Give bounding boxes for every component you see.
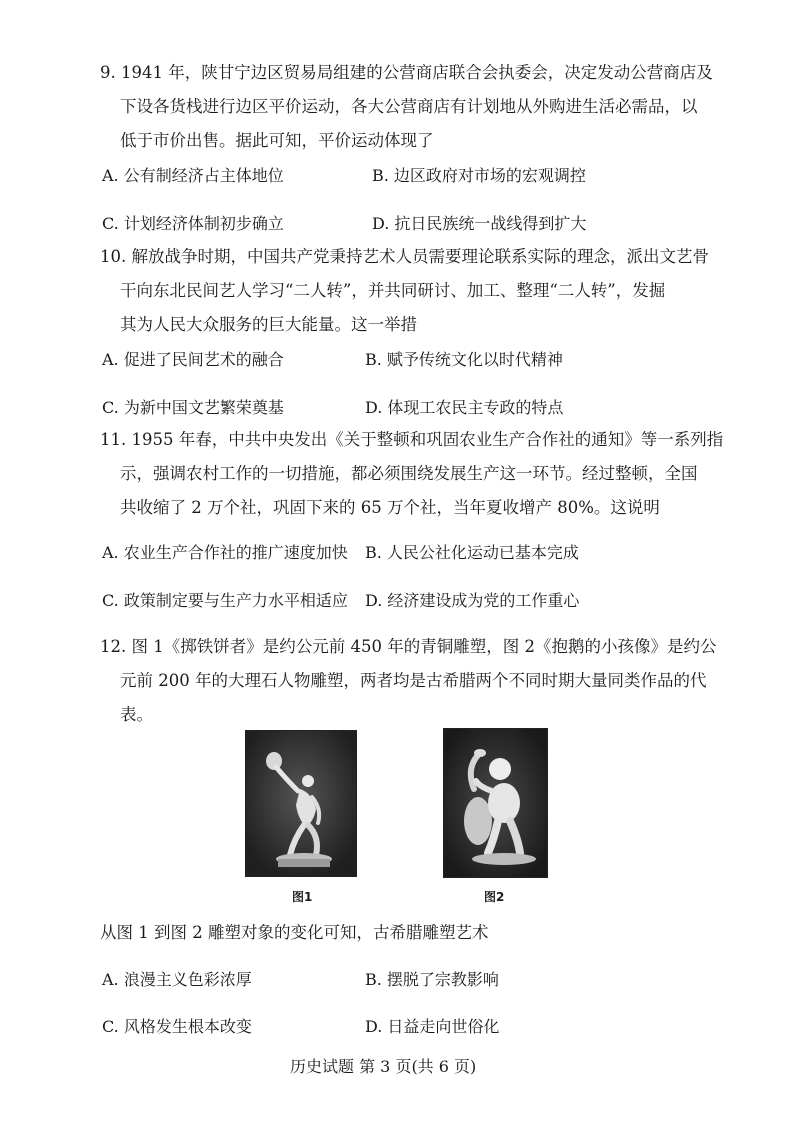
q9-stem-line-2: 下设各货栈进行边区平价运动，各大公营商店有计划地从外购进生活必需品，以 <box>120 97 698 116</box>
q12-stem-line-2: 元前 200 年的大理石人物雕塑，两者均是古希腊两个不同时期大量同类作品的代 <box>120 671 707 690</box>
q12-option-c: C. 风格发生根本改变 <box>102 1017 252 1036</box>
q11-stem-line-1: 11. 1955 年春，中共中央发出《关于整顿和巩固农业生产合作社的通知》等一系列指 <box>100 430 724 449</box>
q10-option-b: B. 赋予传统文化以时代精神 <box>365 350 563 369</box>
q9-option-b: B. 边区政府对市场的宏观调控 <box>372 166 586 185</box>
figure-1-caption: 图1 <box>292 890 313 904</box>
q11-option-c: C. 政策制定要与生产力水平相适应 <box>102 591 348 610</box>
q9-stem-line-1: 9. 1941 年，陕甘宁边区贸易局组建的公营商店联合会执委会，决定发动公营商店及 <box>100 63 713 82</box>
q10-stem-line-3: 其为人民大众服务的巨大能量。这一举措 <box>120 315 417 334</box>
q11-option-b: B. 人民公社化运动已基本完成 <box>365 543 579 562</box>
q12-stem-line-1: 12. 图 1《掷铁饼者》是约公元前 450 年的青铜雕塑，图 2《抱鹅的小孩像》是约公 <box>100 637 717 656</box>
q12-option-b: B. 摆脱了宗教影响 <box>365 970 499 989</box>
q12-option-d: D. 日益走向世俗化 <box>365 1017 500 1036</box>
figure-2-boy-with-goose-image <box>443 728 548 878</box>
q9-option-a: A. 公有制经济占主体地位 <box>102 166 284 185</box>
q9-option-c: C. 计划经济体制初步确立 <box>102 214 284 233</box>
q11-option-a: A. 农业生产合作社的推广速度加快 <box>102 543 348 562</box>
q12-stem-line-3: 表。 <box>120 705 153 724</box>
q10-option-c: C. 为新中国文艺繁荣奠基 <box>102 398 284 417</box>
page-footer: 历史试题 第 3 页(共 6 页) <box>290 1057 477 1076</box>
q12-question-stem: 从图 1 到图 2 雕塑对象的变化可知，古希腊雕塑艺术 <box>100 923 489 942</box>
figure-1-discobolus-image <box>245 730 357 877</box>
q10-option-a: A. 促进了民间艺术的融合 <box>102 350 284 369</box>
q12-option-a: A. 浪漫主义色彩浓厚 <box>102 970 252 989</box>
q11-option-d: D. 经济建设成为党的工作重心 <box>365 591 580 610</box>
q9-stem-line-3: 低于市价出售。据此可知，平价运动体现了 <box>120 131 434 150</box>
q10-option-d: D. 体现工农民主专政的特点 <box>365 398 564 417</box>
q10-stem-line-1: 10. 解放战争时期，中国共产党秉持艺术人员需要理论联系实际的理念，派出文艺骨 <box>100 247 709 266</box>
figure-2-caption: 图2 <box>484 890 505 904</box>
q11-stem-line-2: 示，强调农村工作的一切措施，都必须围绕发展生产这一环节。经过整顿，全国 <box>120 464 698 483</box>
q9-option-d: D. 抗日民族统一战线得到扩大 <box>372 214 587 233</box>
q11-stem-line-3: 共收缩了 2 万个社，巩固下来的 65 万个社，当年夏收增产 80%。这说明 <box>120 498 660 517</box>
q10-stem-line-2: 干向东北民间艺人学习“二人转”，并共同研讨、加工、整理“二人转”，发掘 <box>120 281 666 300</box>
